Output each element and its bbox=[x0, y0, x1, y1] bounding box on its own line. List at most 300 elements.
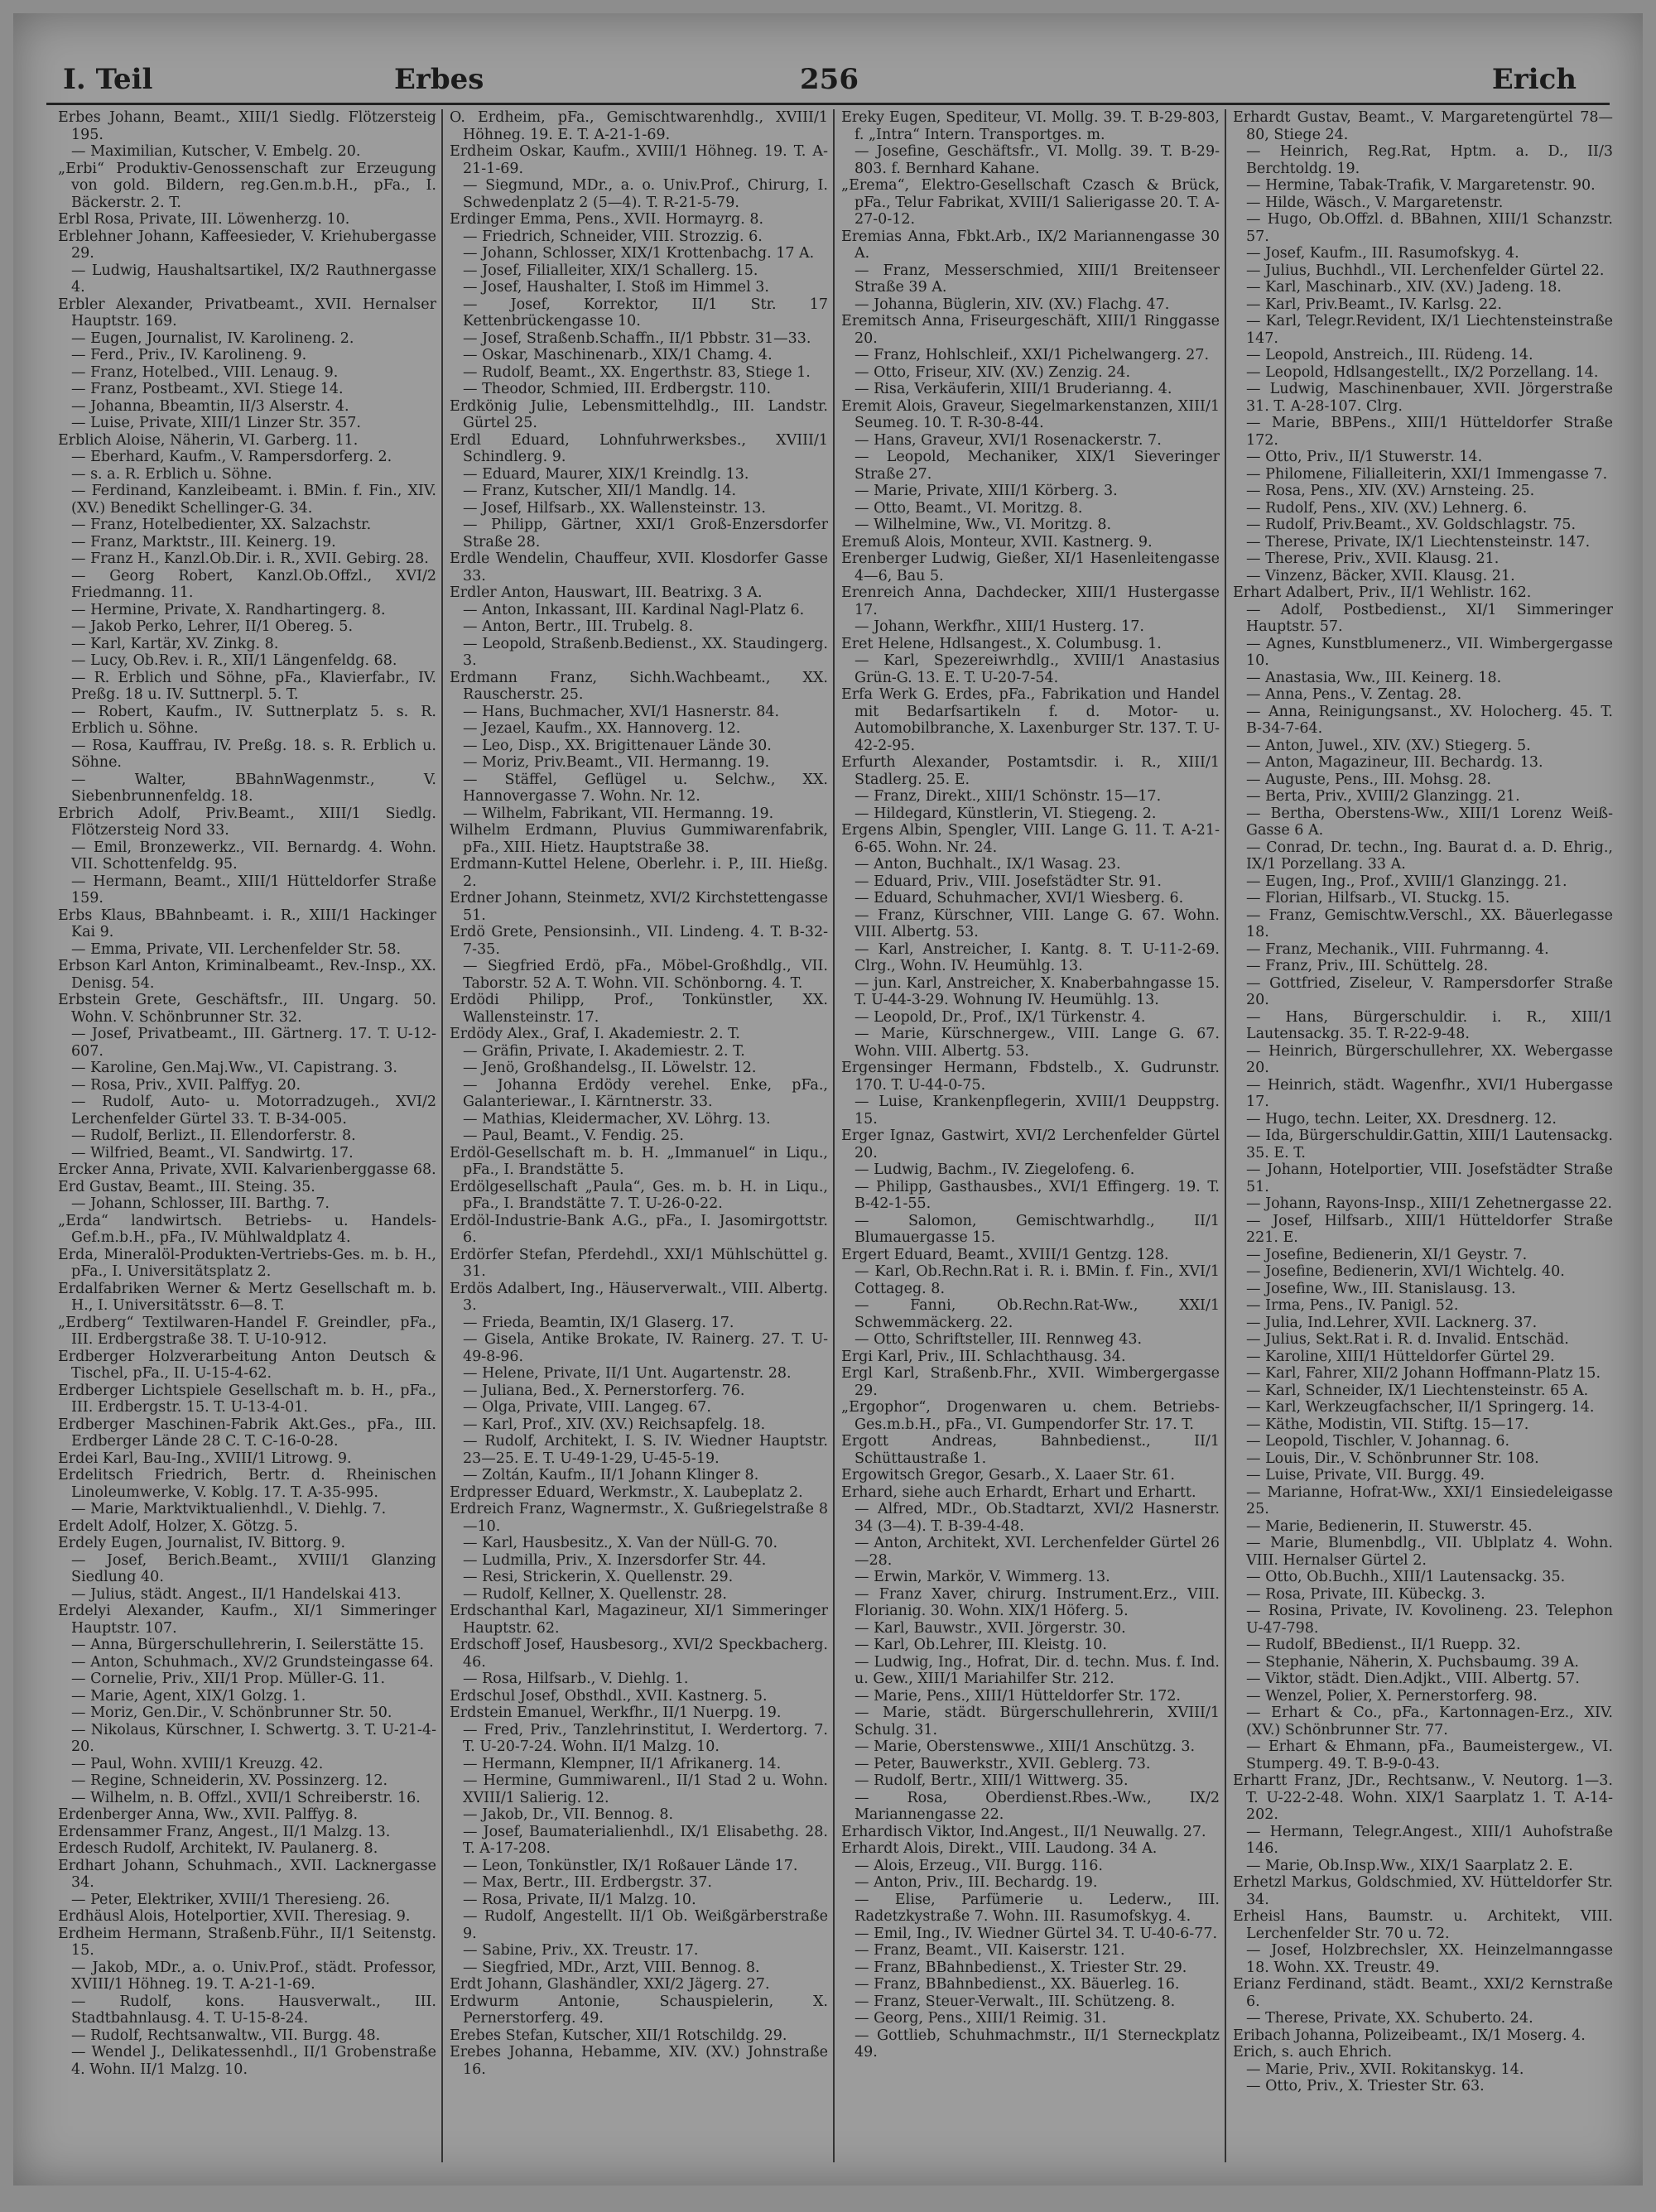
directory-entry: Erdstein Emanuel, Werkfhr., II/1 Nuerpg. 19. bbox=[450, 1705, 782, 1721]
directory-entry: — Olga, Private, VIII. Langeg. 67. bbox=[463, 1399, 711, 1416]
directory-entry: — Eberhard, Kaufm., V. Rampersdorferg. 2. bbox=[71, 449, 392, 465]
directory-entry: — Franz, Priv., III. Schüttelg. 28. bbox=[1246, 958, 1489, 974]
directory-entry: — Leopold, Anstreich., III. Rüdeng. 14. bbox=[1246, 347, 1533, 363]
directory-entry: — Robert, Kaufm., IV. Suttnerplatz 5. s. R. Erblich u. Söhne. bbox=[71, 703, 436, 737]
directory-entry: „Erda“ landwirtsch. Betriebs- u. Handels-Gef.m.b.H., pFa., IV. Mühlwaldplatz 4. bbox=[58, 1212, 436, 1246]
directory-entry: — Berta, Priv., XVIII/2 Glanzingg. 21. bbox=[1246, 788, 1520, 805]
directory-entry: Erdenberger Anna, Ww., XVII. Palffyg. 8. bbox=[58, 1806, 359, 1823]
directory-entry: Erdpresser Eduard, Werkmstr., X. Laubeplatz 2. bbox=[450, 1483, 803, 1501]
directory-entry: — Anton, Priv., III. Bechardg. 19. bbox=[854, 1874, 1098, 1891]
directory-entry: — Georg Robert, Kanzl.Ob.Offzl., XVI/2 Friedmanng. 11. bbox=[71, 567, 436, 601]
directory-entry: — Hilde, Wäsch., V. Margaretenstr. bbox=[1246, 194, 1504, 211]
directory-entry: — Anton, Buchhalt., IX/1 Wasag. 23. bbox=[854, 856, 1121, 873]
directory-entry: — Nikolaus, Kürschner, I. Schwertg. 3. T. U-21-4-20. bbox=[71, 1721, 436, 1755]
directory-entry: Erblich Aloise, Näherin, VI. Garberg. 11. bbox=[58, 431, 359, 449]
directory-entry: Ereky Eugen, Spediteur, VI. Mollg. 39. T. B-29-803, f. „Intra“ Intern. Transportges. m. bbox=[841, 109, 1220, 143]
directory-entry: — Ida, Bürgerschuldir.Gattin, XIII/1 Lautensackg. 35. E. T. bbox=[1246, 1128, 1613, 1161]
directory-entry: — Ludmilla, Priv., X. Inzersdorfer Str. 44. bbox=[463, 1551, 767, 1569]
directory-entry: — Adolf, Postbedienst., XI/1 Simmeringer Hauptstr. 57. bbox=[1246, 601, 1613, 635]
directory-entry: Eremias Anna, Fbkt.Arb., IX/2 Mariannengasse 30 A. bbox=[841, 228, 1220, 262]
directory-entry: — Julius, städt. Angest., II/1 Handelskai 413. bbox=[71, 1585, 402, 1603]
directory-entry: — Karl, Hausbesitz., X. Van der Nüll-G. 70. bbox=[463, 1535, 778, 1551]
directory-entry: — Rosa, Private, II/1 Malzg. 10. bbox=[463, 1891, 696, 1908]
directory-entry: — Franz, Hohlschleif., XXI/1 Pichelwangerg. 27. bbox=[854, 347, 1210, 363]
directory-entry: Erdörfer Stefan, Pferdehdl., XXI/1 Mühlschüttel g. 31. bbox=[450, 1246, 828, 1280]
directory-entry: — Rudolf, Priv.Beamt., XV. Goldschlagstr. 75. bbox=[1246, 517, 1577, 533]
directory-entry: Erdinger Emma, Pens., XVII. Hormayrg. 8. bbox=[450, 211, 764, 228]
directory-entry: — Josefine, Ww., III. Stanislausg. 13. bbox=[1246, 1280, 1516, 1297]
directory-entry: — Käthe, Modistin, VII. Stiftg. 15—17. bbox=[1246, 1416, 1529, 1433]
directory-entry: — Luise, Krankenpflegerin, XVIII/1 Deuppstrg. 15. bbox=[854, 1094, 1220, 1128]
directory-entry: — Josef, Kaufm., III. Rasumofskyg. 4. bbox=[1246, 245, 1519, 262]
directory-entry: Erdmann Franz, Sichh.Wachbeamt., XX. Rauscherstr. 25. bbox=[450, 669, 828, 703]
directory-entry: — R. Erblich und Söhne, pFa., Klavierfabr., IV. Preßg. 18 u. IV. Suttnerpl. 5. T. bbox=[71, 669, 436, 703]
directory-entry: — Karl, Bauwstr., XVII. Jörgerstr. 30. bbox=[854, 1619, 1126, 1637]
directory-entry: — Karl, Werkzeugfachscher, II/1 Springerg. 14. bbox=[1246, 1399, 1595, 1416]
directory-entry: Erfa Werk G. Erdes, pFa., Fabrikation und Handel mit Bedarfsartikeln f. d. Motor- u. Automobilbranche, X. Laxenburger Str. 137. T. U-42-2-95. bbox=[841, 686, 1220, 754]
directory-entry: — Wilfried, Beamt., VI. Sandwirtg. 17. bbox=[71, 1144, 354, 1161]
directory-entry: Erhardt Gustav, Beamt., V. Margaretengürtel 78—80, Stiege 24. bbox=[1233, 109, 1613, 143]
directory-entry: — Bertha, Oberstens-Ww., XIII/1 Lorenz Weiß-Gasse 6 A. bbox=[1246, 805, 1613, 839]
directory-entry: — Julius, Buchhdl., VII. Lerchenfelder Gürtel 22. bbox=[1246, 262, 1605, 279]
directory-entry: Erdely Eugen, Journalist, IV. Bittorg. 9. bbox=[58, 1535, 346, 1551]
directory-entry: — Eugen, Journalist, IV. Karolineng. 2. bbox=[71, 329, 354, 347]
directory-entry: — Juliana, Bed., X. Pernerstorferg. 76. bbox=[463, 1382, 745, 1399]
directory-entry: „Ergophor“, Drogenwaren u. chem. Betriebs-Ges.m.b.H., pFa., VI. Gumpendorfer Str. 17. T. bbox=[841, 1399, 1220, 1433]
directory-entry: — Gottlieb, Schuhmachmstr., II/1 Sterneckplatz 49. bbox=[854, 2027, 1220, 2061]
directory-entry: — Franz, Marktstr., III. Keinerg. 19. bbox=[71, 533, 336, 551]
directory-entry: Erdalfabriken Werner & Mertz Gesellschaft m. b. H., I. Universitätsstr. 6—8. T. bbox=[58, 1280, 436, 1314]
directory-entry: — Stäffel, Geflügel u. Selchw., XX. Hannovergasse 7. Wohn. Nr. 12. bbox=[463, 771, 828, 805]
directory-entry: — Franz, Hotelbedienter, XX. Salzachstr. bbox=[71, 517, 372, 533]
directory-entry: Erdkönig Julie, Lebensmittelhdlg., III. Landstr. Gürtel 25. bbox=[450, 397, 828, 431]
directory-entry: — Karoline, XIII/1 Hütteldorfer Gürtel 29. bbox=[1246, 1348, 1555, 1365]
directory-entry: — Salomon, Gemischtwarhdlg., II/1 Blumauergasse 15. bbox=[854, 1212, 1220, 1246]
directory-entry: Erdschoff Josef, Hausbesorg., XVI/2 Speckbacherg. 46. bbox=[450, 1637, 828, 1671]
directory-entry: — Gottfried, Ziseleur, V. Rampersdorfer Straße 20. bbox=[1246, 974, 1613, 1008]
directory-entry: — Siegfried, MDr., Arzt, VIII. Bennog. 8. bbox=[463, 1959, 760, 1976]
directory-entry: — Johann, Hotelportier, VIII. Josefstädter Straße 51. bbox=[1246, 1161, 1613, 1195]
directory-entry: — Marie, Private, XIII/1 Körberg. 3. bbox=[854, 483, 1118, 499]
directory-entry: Erdhart Johann, Schuhmach., XVII. Lacknergasse 34. bbox=[58, 1857, 436, 1891]
directory-entry: — Rudolf, Berlizt., II. Ellendorferstr. 8. bbox=[71, 1128, 356, 1144]
directory-entry: — Theodor, Schmied, III. Erdbergstr. 110. bbox=[463, 381, 772, 397]
directory-entry: — Leopold, Mechaniker, XIX/1 Sieveringer Straße 27. bbox=[854, 449, 1220, 483]
directory-entry: Erebes Johanna, Hebamme, XIV. (XV.) Johnstraße 16. bbox=[450, 2044, 828, 2078]
directory-entry: Erenreich Anna, Dachdecker, XIII/1 Hustergasse 17. bbox=[841, 584, 1220, 618]
directory-entry: Erda, Mineralöl-Produkten-Vertriebs-Ges. m. b. H., pFa., I. Universitätsplatz 2. bbox=[58, 1246, 436, 1280]
header-rule bbox=[46, 103, 1610, 105]
directory-entry: — Marie, städt. Bürgerschullehrerin, XVIII/1 Schulg. 31. bbox=[854, 1705, 1220, 1738]
directory-entry: — Franz, Kutscher, XII/1 Mandlg. 14. bbox=[463, 483, 737, 499]
directory-entry: — Josef, Holzbrechsler, XX. Heinzelmanngasse 18. Wohn. XX. Treustr. 49. bbox=[1246, 1942, 1613, 1976]
directory-entry: Eribach Johanna, Polizeibeamt., IX/1 Moserg. 4. bbox=[1233, 2027, 1586, 2044]
directory-entry: — Franz, Mechanik., VIII. Fuhrmanng. 4. bbox=[1246, 940, 1549, 958]
directory-entry: — Anton, Magazineur, III. Bechardg. 13. bbox=[1246, 754, 1543, 771]
directory-entry: — Josefine, Bedienerin, XI/1 Geystr. 7. bbox=[1246, 1246, 1528, 1263]
directory-entry: Erdreich Franz, Wagnermstr., X. Gußriegelstraße 8—10. bbox=[450, 1501, 828, 1535]
directory-entry: Erdschanthal Karl, Magazineur, XI/1 Simmeringer Hauptstr. 62. bbox=[450, 1603, 828, 1637]
directory-entry: — Karl, Priv.Beamt., IV. Karlsg. 22. bbox=[1246, 296, 1502, 313]
directory-entry: — Frieda, Beamtin, IX/1 Glaserg. 17. bbox=[463, 1314, 734, 1331]
directory-entry: — Ludwig, Ing., Hofrat, Dir. d. techn. Mus. f. Ind. u. Gew., XIII/1 Mariahilfer Str. 212. bbox=[854, 1653, 1220, 1687]
directory-entry: — Leon, Tonkünstler, IX/1 Roßauer Lände 17. bbox=[463, 1857, 798, 1874]
directory-entry: — Emil, Bronzewerkz., VII. Bernardg. 4. Wohn. VII. Schottenfeldg. 95. bbox=[71, 839, 436, 873]
directory-entry: Eret Helene, Hdlsangest., X. Columbusg. 1. bbox=[841, 635, 1162, 652]
directory-entry: — Franz, BBahnbedienst., XX. Bäuerleg. 16. bbox=[854, 1976, 1180, 1993]
directory-entry: — Elise, Parfümerie u. Lederw., III. Radetzkystraße 7. Wohn. III. Rasumofskyg. 4. bbox=[854, 1891, 1220, 1925]
directory-entry: — Franz H., Kanzl.Ob.Dir. i. R., XVII. Gebirg. 28. bbox=[71, 551, 429, 567]
directory-entry: — Marie, Blumenbdlg., VII. Ublplatz 4. Wohn. VIII. Hernalser Gürtel 2. bbox=[1246, 1535, 1613, 1569]
directory-entry: — Heinrich, städt. Wagenfhr., XVI/1 Hubergasse 17. bbox=[1246, 1076, 1613, 1110]
directory-entry: — Georg, Pens., XIII/1 Reimig. 31. bbox=[854, 2010, 1107, 2027]
directory-entry: — Leo, Disp., XX. Brigittenauer Lände 30. bbox=[463, 737, 772, 754]
end-word: Erich bbox=[1491, 63, 1577, 96]
directory-entry: — Franz, BBahnbedienst., X. Triester Str. 29. bbox=[854, 1959, 1187, 1976]
directory-entry: Erich, s. auch Ehrich. bbox=[1233, 2044, 1393, 2061]
directory-entry: — Rosina, Private, IV. Kovolineng. 23. Telephon U-47-798. bbox=[1246, 1603, 1613, 1637]
directory-entry: — Eugen, Ing., Prof., XVIII/1 Glanzingg. 21. bbox=[1246, 873, 1567, 890]
directory-entry: Erdheim Oskar, Kaufm., XVIII/1 Höhneg. 19. T. A-21-1-69. bbox=[450, 143, 828, 177]
directory-page bbox=[13, 13, 1643, 2186]
directory-entry: — Resi, Strickerin, X. Quellenstr. 29. bbox=[463, 1569, 734, 1585]
directory-entry: — Johann, Rayons-Insp., XIII/1 Zehetnergasse 22. bbox=[1246, 1195, 1612, 1212]
directory-entry: Erbs Klaus, BBahnbeamt. i. R., XIII/1 Hackinger Kai 9. bbox=[58, 906, 436, 940]
directory-entry: Erdö Grete, Pensionsinh., VII. Lindeng. 4. T. B-32-7-35. bbox=[450, 924, 828, 958]
directory-entry: — Josefine, Geschäftsfr., VI. Mollg. 39. T. B-29-803. f. Bernhard Kahane. bbox=[854, 143, 1220, 177]
directory-entry: — Rudolf, Beamt., XX. Engerthstr. 83, Stiege 1. bbox=[463, 363, 811, 381]
directory-entry: Ercker Anna, Private, XVII. Kalvarienberggasse 68. bbox=[58, 1161, 436, 1178]
directory-entry: — Leopold, Tischler, V. Johannag. 6. bbox=[1246, 1433, 1510, 1450]
directory-entry: Eremuß Alois, Monteur, XVII. Kastnerg. 9. bbox=[841, 533, 1153, 551]
directory-entry: — Otto, Priv., II/1 Stuwerstr. 14. bbox=[1246, 449, 1483, 465]
directory-entry: — Erhart & Ehmann, pFa., Baumeistergew., VI. Stumperg. 49. T. B-9-0-43. bbox=[1246, 1738, 1613, 1772]
directory-entry: — Karl, Fahrer, XII/2 Johann Hoffmann-Platz 15. bbox=[1246, 1365, 1601, 1382]
directory-entry: — Heinrich, Reg.Rat, Hptm. a. D., II/3 Berchtoldg. 19. bbox=[1246, 143, 1613, 177]
directory-entry: — Karl, Prof., XIV. (XV.) Reichsapfelg. 18. bbox=[463, 1416, 766, 1433]
directory-entry: — Josef, Filialleiter, XIX/1 Schallerg. 15. bbox=[463, 262, 758, 279]
directory-entry: Erdschul Josef, Obsthdl., XVII. Kastnerg. 5. bbox=[450, 1687, 768, 1705]
directory-entry: — Ludwig, Haushaltsartikel, IX/2 Rauthnergasse 4. bbox=[71, 262, 436, 296]
directory-entry: Ergott Andreas, Bahnbedienst., II/1 Schüttaustraße 1. bbox=[841, 1433, 1220, 1467]
directory-entry: — Marie, Pens., XIII/1 Hütteldorfer Str. 172. bbox=[854, 1687, 1181, 1705]
directory-entry: — Eduard, Schuhmacher, XVI/1 Wiesberg. 6. bbox=[854, 890, 1184, 906]
directory-entry: Erdwurm Antonie, Schauspielerin, X. Pernerstorferg. 49. bbox=[450, 1993, 828, 2027]
directory-entry: — Moriz, Priv.Beamt., VII. Hermanng. 19. bbox=[463, 754, 770, 771]
directory-entry: — Fred, Priv., Tanzlehrinstitut, I. Werdertorg. 7. T. U-20-7-24. Wohn. II/1 Malzg. 10. bbox=[463, 1721, 828, 1755]
directory-entry: — Sabine, Priv., XX. Treustr. 17. bbox=[463, 1942, 699, 1959]
directory-entry: — Josef, Hilfsarb., XX. Wallensteinstr. 13. bbox=[463, 499, 766, 517]
directory-entry: — Hermann, Telegr.Angest., XIII/1 Auhofstraße 146. bbox=[1246, 1823, 1613, 1857]
directory-entry: — Franz, Beamt., VII. Kaiserstr. 121. bbox=[854, 1942, 1125, 1959]
directory-entry: — jun. Karl, Anstreicher, X. Knaberbahngasse 15. T. U-44-3-29. Wohnung IV. Heumühlg. 13. bbox=[854, 974, 1220, 1008]
directory-entry: — Rudolf, BBedienst., II/1 Ruepp. 32. bbox=[1246, 1637, 1521, 1653]
directory-entry: — Hans, Bürgerschuldir. i. R., XIII/1 Lautensackg. 35. T. R-22-9-48. bbox=[1246, 1008, 1613, 1042]
directory-entry: Erdl Eduard, Lohnfuhrwerksbes., XVIII/1 Schindlerg. 9. bbox=[450, 431, 828, 465]
directory-entry: — Marie, Priv., XVII. Rokitanskyg. 14. bbox=[1246, 2061, 1524, 2078]
directory-entry: — Therese, Private, IX/1 Liechtensteinstr. 147. bbox=[1246, 533, 1591, 551]
directory-entry: Erdberger Maschinen-Fabrik Akt.Ges., pFa., III. Erdberger Lände 28 C. T. C-16-0-28. bbox=[58, 1416, 436, 1450]
directory-entry: — Hermann, Beamt., XIII/1 Hütteldorfer Straße 159. bbox=[71, 873, 436, 906]
column-2 bbox=[443, 109, 835, 2162]
directory-entry: — Vinzenz, Bäcker, XVII. Klausg. 21. bbox=[1246, 567, 1515, 584]
directory-entry: — Alois, Erzeug., VII. Burgg. 116. bbox=[854, 1857, 1103, 1874]
directory-entry: — Emma, Private, VII. Lerchenfelder Str. 58. bbox=[71, 940, 402, 958]
directory-entry: Erdöl-Industrie-Bank A.G., pFa., I. Jasomirgottstr. 6. bbox=[450, 1212, 828, 1246]
directory-entry: — Heinrich, Bürgerschullehrer, XX. Webergasse 20. bbox=[1246, 1042, 1613, 1076]
directory-entry: — Erhart & Co., pFa., Kartonnagen-Erz., XIV. (XV.) Schönbrunner Str. 77. bbox=[1246, 1705, 1613, 1738]
directory-entry: — Karl, Kartär, XV. Zinkg. 8. bbox=[71, 635, 279, 652]
directory-entry: — Louis, Dir., V. Schönbrunner Str. 108. bbox=[1246, 1450, 1539, 1467]
directory-entry: — Gisela, Antike Brokate, IV. Rainerg. 27. T. U-49-8-96. bbox=[463, 1331, 828, 1365]
directory-entry: — Jakob Perko, Lehrer, II/1 Obereg. 5. bbox=[71, 618, 354, 635]
directory-entry: — Fanni, Ob.Rechn.Rat-Ww., XXI/1 Schwemmäckerg. 22. bbox=[854, 1297, 1220, 1331]
directory-entry: Erdler Anton, Hauswart, III. Beatrixg. 3 A. bbox=[450, 584, 763, 601]
directory-entry: — Paul, Beamt., V. Fendig. 25. bbox=[463, 1128, 684, 1144]
directory-entry: — Stephanie, Näherin, X. Puchsbaumg. 39 A. bbox=[1246, 1653, 1579, 1671]
directory-entry: Erdelitsch Friedrich, Bertr. d. Rheinischen Linoleumwerke, V. Koblg. 17. T. A-35-995. bbox=[58, 1467, 436, 1501]
directory-entry: „Erbi“ Produktiv-Genossenschaft zur Erzeugung von gold. Bildern, reg.Gen.m.b.H., pFa., I. Bäckerstr. 2. T. bbox=[58, 160, 436, 211]
directory-entry: Erdt Johann, Glashändler, XXI/2 Jägerg. 27. bbox=[450, 1976, 770, 1993]
directory-entry: — Marianne, Hofrat-Ww., XXI/1 Einsiedeleigasse 25. bbox=[1246, 1483, 1613, 1517]
directory-entry: — Leopold, Dr., Prof., IX/1 Türkenstr. 4. bbox=[854, 1008, 1146, 1026]
directory-entry: — Johann, Schlosser, III. Barthg. 7. bbox=[71, 1195, 330, 1212]
directory-entry: Erhart Adalbert, Priv., II/1 Wehlistr. 162. bbox=[1233, 584, 1532, 601]
directory-entry: Erdölgesellschaft „Paula“, Ges. m. b. H. in Liqu., pFa., I. Brandstätte 7. T. U-26-0-22. bbox=[450, 1178, 828, 1212]
directory-entry: — Viktor, städt. Dien.Adjkt., VIII. Albertg. 57. bbox=[1246, 1671, 1580, 1687]
directory-entry: — Anton, Bertr., III. Trubelg. 8. bbox=[463, 618, 694, 635]
start-word: Erbes bbox=[394, 63, 484, 96]
directory-entry: — Anton, Schuhmach., XV/2 Grundsteingasse 64. bbox=[71, 1653, 434, 1671]
column-1 bbox=[51, 109, 443, 2162]
directory-entry: — Karl, Schneider, IX/1 Liechtensteinstr. 65 A. bbox=[1246, 1382, 1589, 1399]
directory-entry: — Philipp, Gärtner, XXI/1 Groß-Enzersdorfer Straße 28. bbox=[463, 517, 828, 551]
directory-entry: — Irma, Pens., IV. Panigl. 52. bbox=[1246, 1297, 1459, 1314]
directory-entry: — Franz Xaver, chirurg. Instrument.Erz., VIII. Florianig. 30. Wohn. XIX/1 Höferg. 5. bbox=[854, 1585, 1220, 1619]
directory-entry: — Leopold, Hdlsangestellt., IX/2 Porzellang. 14. bbox=[1246, 363, 1599, 381]
directory-entry: — Zoltán, Kaufm., II/1 Johann Klinger 8. bbox=[463, 1467, 759, 1483]
directory-entry: — Alfred, MDr., Ob.Stadtarzt, XVI/2 Hasnerstr. 34 (3—4). T. B-39-4-48. bbox=[854, 1501, 1220, 1535]
directory-entry: — Siegfried Erdö, pFa., Möbel-Großhdlg., VII. Taborstr. 52 A. T. Wohn. VII. Schönborng. 4. T. bbox=[463, 958, 828, 992]
directory-entry: — Peter, Bauwerkstr., XVII. Geblerg. 73. bbox=[854, 1755, 1151, 1772]
directory-entry: Ergens Albin, Spengler, VIII. Lange G. 11. T. A-21-6-65. Wohn. Nr. 24. bbox=[841, 822, 1220, 856]
directory-entry: — Paul, Wohn. XVIII/1 Kreuzg. 42. bbox=[71, 1755, 324, 1772]
directory-entry: Erdner Johann, Steinmetz, XVI/2 Kirchstettengasse 51. bbox=[450, 890, 828, 924]
directory-entry: — Rudolf, Angestellt. II/1 Ob. Weißgärberstraße 9. bbox=[463, 1908, 828, 1942]
column-3 bbox=[835, 109, 1226, 2162]
directory-entry: — Anna, Pens., V. Zentag. 28. bbox=[1246, 686, 1462, 703]
directory-entry: Erblehner Johann, Kaffeesieder, V. Kriehubergasse 29. bbox=[58, 228, 436, 262]
directory-entry: Erdös Adalbert, Ing., Häuserverwalt., VIII. Albertg. 3. bbox=[450, 1280, 828, 1314]
directory-entry: — Marie, Agent, XIX/1 Golzg. 1. bbox=[71, 1687, 306, 1705]
directory-entry: — Hans, Graveur, XVI/1 Rosenackerstr. 7. bbox=[854, 431, 1162, 449]
directory-entry: — Karl, Anstreicher, I. Kantg. 8. T. U-11-2-69. Clrg., Wohn. IV. Heumühlg. 13. bbox=[854, 940, 1220, 974]
directory-entry: — Cornelie, Priv., XII/1 Prop. Müller-G. 11. bbox=[71, 1671, 386, 1687]
directory-entry: — Wilhelm, Fabrikant, VII. Hermanng. 19. bbox=[463, 805, 774, 822]
directory-entry: — Hermine, Private, X. Randhartingerg. 8. bbox=[71, 601, 386, 618]
directory-entry: — Jenö, Großhandelsg., II. Löwelstr. 12. bbox=[463, 1060, 757, 1076]
directory-entry: — Otto, Friseur, XIV. (XV.) Zenzig. 24. bbox=[854, 363, 1131, 381]
directory-entry: — Jezael, Kaufm., XX. Hannoverg. 12. bbox=[463, 720, 741, 737]
directory-entry: — Karl, Ob.Rechn.Rat i. R. i. BMin. f. Fin., XVI/1 Cottageg. 8. bbox=[854, 1263, 1220, 1297]
directory-entry: Ergowitsch Gregor, Gesarb., X. Laaer Str. 61. bbox=[841, 1467, 1175, 1483]
directory-entry: Erebes Stefan, Kutscher, XII/1 Rotschildg. 29. bbox=[450, 2027, 787, 2044]
directory-entry: Erdhäusl Alois, Hotelportier, XVII. Theresiag. 9. bbox=[58, 1908, 411, 1925]
directory-entry: — Julia, Ind.Lehrer, XVII. Lacknerg. 37. bbox=[1246, 1314, 1538, 1331]
directory-entry: Erhetzl Markus, Goldschmied, XV. Hütteldorfer Str. 34. bbox=[1233, 1874, 1613, 1908]
directory-entry: — Auguste, Pens., III. Mohsg. 28. bbox=[1246, 771, 1491, 788]
directory-entry: — Wilhelmine, Ww., VI. Moritzg. 8. bbox=[854, 517, 1112, 533]
directory-entry: — Risa, Verkäuferin, XIII/1 Bruderianng. 4. bbox=[854, 381, 1172, 397]
page-header bbox=[46, 56, 1610, 99]
directory-entry: — Rudolf, Auto- u. Motorradzugeh., XVI/2 Lerchenfelder Gürtel 33. T. B-34-005. bbox=[71, 1094, 436, 1128]
directory-entry: — Luise, Private, VII. Burgg. 49. bbox=[1246, 1467, 1485, 1483]
directory-entry: Ergensinger Hermann, Fbdstelb., X. Gudrunstr. 170. T. U-44-0-75. bbox=[841, 1060, 1220, 1094]
directory-entry: Erbstein Grete, Geschäftsfr., III. Ungarg. 50. Wohn. V. Schönbrunner Str. 32. bbox=[58, 992, 436, 1026]
directory-entry: — Regine, Schneiderin, XV. Possinzerg. 12. bbox=[71, 1772, 388, 1789]
directory-entry: — Philomene, Filialleiterin, XXI/1 Immengasse 7. bbox=[1246, 465, 1608, 483]
directory-entry: — Conrad, Dr. techn., Ing. Baurat d. a. D. Ehrig., IX/1 Porzellang. 33 A. bbox=[1246, 839, 1613, 873]
directory-entry: — Johann, Werkfhr., XIII/1 Husterg. 17. bbox=[854, 618, 1144, 635]
directory-entry: — Josefine, Bedienerin, XVI/1 Wichtelg. 40. bbox=[1246, 1263, 1565, 1280]
directory-entry: — Philipp, Gasthausbes., XVI/1 Effingerg. 19. T. B-42-1-55. bbox=[854, 1178, 1220, 1212]
directory-entry: — Eduard, Priv., VIII. Josefstädter Str. 91. bbox=[854, 873, 1162, 890]
directory-entry: — Marie, BBPens., XIII/1 Hütteldorfer Straße 172. bbox=[1246, 415, 1613, 449]
directory-entry: — Johanna, Büglerin, XIV. (XV.) Flachg. 47. bbox=[854, 296, 1170, 313]
directory-entry: Erheisl Hans, Baumstr. u. Architekt, VIII. Lerchenfelder Str. 70 u. 72. bbox=[1233, 1908, 1613, 1942]
directory-entry: — Rosa, Kauffrau, IV. Preßg. 18. s. R. Erblich u. Söhne. bbox=[71, 737, 436, 771]
directory-entry: „Erdberg“ Textilwaren-Handel F. Greindler, pFa., III. Erdbergstraße 38. T. U-10-912. bbox=[58, 1314, 436, 1348]
directory-entry: — Josef, Privatbeamt., III. Gärtnerg. 17. T. U-12-607. bbox=[71, 1026, 436, 1060]
directory-entry: — Anton, Juwel., XIV. (XV.) Stiegerg. 5. bbox=[1246, 737, 1531, 754]
directory-entry: — Agnes, Kunstblumenerz., VII. Wimbergergasse 10. bbox=[1246, 635, 1613, 669]
directory-entry: — Marie, Marktviktualienhdl., V. Diehlg. 7. bbox=[71, 1501, 387, 1517]
directory-entry: Erdmann-Kuttel Helene, Oberlehr. i. P., III. Hießg. 2. bbox=[450, 856, 828, 890]
directory-entry: — Rosa, Pens., XIV. (XV.) Arnsteing. 25. bbox=[1246, 483, 1535, 499]
directory-entry: — Wilhelm, n. B. Offzl., XVII/1 Schreiberstr. 16. bbox=[71, 1789, 421, 1806]
directory-entry: — Hugo, Ob.Offzl. d. BBahnen, XIII/1 Schanzstr. 57. bbox=[1246, 211, 1613, 245]
directory-entry: — Leopold, Straßenb.Bedienst., XX. Staudingerg. 3. bbox=[463, 635, 828, 669]
directory-entry: — Marie, Bedienerin, II. Stuwerstr. 45. bbox=[1246, 1517, 1533, 1535]
directory-entry: — Marie, Ob.Insp.Ww., XIX/1 Saarplatz 2. E. bbox=[1246, 1857, 1573, 1874]
directory-entry: — Rosa, Private, III. Kübeckg. 3. bbox=[1246, 1585, 1485, 1603]
directory-entry: — Josef, Straßenb.Schaffn., II/1 Pbbstr. 31—33. bbox=[463, 329, 811, 347]
directory-entry: Erger Ignaz, Gastwirt, XVI/2 Lerchenfelder Gürtel 20. bbox=[841, 1128, 1220, 1161]
directory-entry: Erhardisch Viktor, Ind.Angest., II/1 Neuwallg. 27. bbox=[841, 1823, 1206, 1840]
directory-entry: — Hermine, Tabak-Trafik, V. Margaretenstr. 90. bbox=[1246, 177, 1596, 194]
directory-entry: — Lucy, Ob.Rev. i. R., XII/1 Längenfeldg. 68. bbox=[71, 652, 397, 669]
directory-entry: Erd Gustav, Beamt., III. Steing. 35. bbox=[58, 1178, 315, 1195]
directory-entry: — Julius, Sekt.Rat i. R. d. Invalid. Entschäd. bbox=[1246, 1331, 1569, 1348]
directory-entry: Erhartt Franz, JDr., Rechtsanw., V. Neutorg. 1—3. T. U-22-2-48. Wohn. XIX/1 Saarplatz 1. T. A-14-202. bbox=[1233, 1772, 1613, 1823]
directory-entry: — Rudolf, kons. Hausverwalt., III. Stadtbahnlausg. 4. T. U-15-8-24. bbox=[71, 1993, 436, 2027]
directory-entry: — Otto, Beamt., VI. Moritzg. 8. bbox=[854, 499, 1083, 517]
directory-entry: — Rosa, Priv., XVII. Palffyg. 20. bbox=[71, 1076, 301, 1094]
directory-entry: — Erwin, Markör, V. Wimmerg. 13. bbox=[854, 1569, 1110, 1585]
directory-entry: — Rudolf, Bertr., XIII/1 Wittwerg. 35. bbox=[854, 1772, 1129, 1789]
directory-entry: — Emil, Ing., IV. Wiedner Gürtel 34. T. U-40-6-77. bbox=[854, 1925, 1218, 1942]
directory-entry: — Eduard, Maurer, XIX/1 Kreindlg. 13. bbox=[463, 465, 749, 483]
directory-entry: — Anton, Architekt, XVI. Lerchenfelder Gürtel 26—28. bbox=[854, 1535, 1220, 1569]
directory-entry: Ergl Karl, Straßenb.Fhr., XVII. Wimbergergasse 29. bbox=[841, 1365, 1220, 1399]
directory-entry: Erdensammer Franz, Angest., II/1 Malzg. 13. bbox=[58, 1823, 391, 1840]
directory-entry: O. Erdheim, pFa., Gemischtwarenhdlg., XVIII/1 Höhneg. 19. E. T. A-21-1-69. bbox=[450, 109, 828, 143]
directory-entry: Eremitsch Anna, Friseurgeschäft, XIII/1 Ringgasse 20. bbox=[841, 313, 1220, 347]
directory-entry: — Rudolf, Architekt, I. S. IV. Wiedner Hauptstr. 23—25. E. T. U-49-1-29, U-45-5-19. bbox=[463, 1433, 828, 1467]
directory-entry: — Peter, Elektriker, XVIII/1 Theresieng. 26. bbox=[71, 1891, 391, 1908]
directory-entry: — Anastasia, Ww., III. Keinerg. 18. bbox=[1246, 669, 1502, 686]
directory-entry: Erbler Alexander, Privatbeamt., XVII. Hernalser Hauptstr. 169. bbox=[58, 296, 436, 329]
directory-entry: Erdöl-Gesellschaft m. b. H. „Immanuel“ in Liqu., pFa., I. Brandstätte 5. bbox=[450, 1144, 828, 1178]
directory-entry: — Otto, Priv., X. Triester Str. 63. bbox=[1246, 2078, 1485, 2094]
directory-entry: — Franz, Postbeamt., XVI. Stiege 14. bbox=[71, 381, 344, 397]
directory-entry: — Therese, Priv., XVII. Klausg. 21. bbox=[1246, 551, 1500, 567]
directory-entry: — Ludwig, Bachm., IV. Ziegelofeng. 6. bbox=[854, 1161, 1135, 1178]
directory-entry: — Franz, Steuer-Verwalt., III. Schützeng. 8. bbox=[854, 1993, 1176, 2010]
directory-entry: — Rosa, Hilfsarb., V. Diehlg. 1. bbox=[463, 1671, 689, 1687]
directory-entry: — Therese, Private, XX. Schuberto. 24. bbox=[1246, 2010, 1533, 2027]
directory-entry: — Karl, Spezereiwrhdlg., XVIII/1 Anastasius Grün-G. 13. E. T. U-20-7-54. bbox=[854, 652, 1220, 686]
directory-entry: Erdle Wendelin, Chauffeur, XVII. Klosdorfer Gasse 33. bbox=[450, 551, 828, 584]
directory-entry: — Luise, Private, XIII/1 Linzer Str. 357. bbox=[71, 415, 361, 431]
directory-entry: — Gräfin, Private, I. Akademiestr. 2. T. bbox=[463, 1042, 745, 1060]
directory-entry: Ergi Karl, Priv., III. Schlachthausg. 34. bbox=[841, 1348, 1126, 1365]
directory-entry: — Rudolf, Pens., XIV. (XV.) Lehnerg. 6. bbox=[1246, 499, 1528, 517]
directory-entry: — Hermine, Gummiwarenl., II/1 Stad 2 u. Wohn. XVIII/1 Salierig. 12. bbox=[463, 1772, 828, 1806]
directory-entry: — Moriz, Gen.Dir., V. Schönbrunner Str. 50. bbox=[71, 1705, 392, 1721]
directory-entry: Erbes Johann, Beamt., XIII/1 Siedlg. Flötzersteig 195. bbox=[58, 109, 436, 143]
directory-entry: Erbl Rosa, Private, III. Löwenherzg. 10. bbox=[58, 211, 350, 228]
directory-entry: Erdesch Rudolf, Architekt, IV. Paulanerg. 8. bbox=[58, 1840, 378, 1857]
directory-entry: — Maximilian, Kutscher, V. Embelg. 20. bbox=[71, 143, 361, 160]
directory-entry: — Hans, Buchmacher, XVI/1 Hasnerstr. 84. bbox=[463, 703, 780, 720]
directory-entry: Erdelt Adolf, Holzer, X. Götzg. 5. bbox=[58, 1517, 298, 1535]
directory-entry: Erhard, siehe auch Erhardt, Erhart und Erhartt. bbox=[841, 1483, 1196, 1501]
directory-entry: — Rosa, Oberdienst.Rbes.-Ww., IX/2 Mariannengasse 22. bbox=[854, 1789, 1220, 1823]
directory-entry: Erhardt Alois, Direkt., VIII. Laudong. 34 A. bbox=[841, 1840, 1158, 1857]
directory-entry: — Franz, Gemischtw.Verschl., XX. Bäuerlegasse 18. bbox=[1246, 906, 1613, 940]
directory-entry: — Helene, Private, II/1 Unt. Augartenstr. 28. bbox=[463, 1365, 792, 1382]
directory-entry: — Otto, Schriftsteller, III. Rennweg 43. bbox=[854, 1331, 1143, 1348]
directory-entry: — Otto, Ob.Buchh., XIII/1 Lautensackg. 35. bbox=[1246, 1569, 1566, 1585]
directory-entry: — Hildegard, Künstlerin, VI. Stiegeng. 2. bbox=[854, 805, 1157, 822]
directory-entry: — Anna, Reinigungsanst., XV. Holocherg. 45. T. B-34-7-64. bbox=[1246, 703, 1613, 737]
directory-entry: — Franz, Direkt., XIII/1 Schönstr. 15—17. bbox=[854, 788, 1162, 805]
directory-entry: — Ferd., Priv., IV. Karolineng. 9. bbox=[71, 347, 307, 363]
directory-entry: — Ferdinand, Kanzleibeamt. i. BMin. f. Fin., XIV. (XV.) Benedikt Schellinger-G. 34. bbox=[71, 483, 436, 517]
directory-entry: — Marie, Oberstenswwe., XIII/1 Anschützg. 3. bbox=[854, 1738, 1196, 1755]
directory-entry: — Josef, Haushalter, I. Stoß im Himmel 3. bbox=[463, 279, 769, 296]
directory-entry: — Rudolf, Kellner, X. Quellenstr. 28. bbox=[463, 1585, 727, 1603]
directory-entry: — Josef, Baumaterialienhdl., IX/1 Elisabethg. 28. T. A-17-208. bbox=[463, 1823, 828, 1857]
directory-entry: — Anton, Inkassant, III. Kardinal Nagl-Platz 6. bbox=[463, 601, 805, 618]
directory-entry: Erdödi Philipp, Prof., Tonkünstler, XX. Wallensteinstr. 17. bbox=[450, 992, 828, 1026]
directory-entry: — Wendel J., Delikatessenhdl., II/1 Grobenstraße 4. Wohn. II/1 Malzg. 10. bbox=[71, 2044, 436, 2078]
directory-entry: — Anna, Bürgerschullehrerin, I. Seilerstätte 15. bbox=[71, 1637, 425, 1653]
directory-entry: — Franz, Kürschner, VIII. Lange G. 67. Wohn. VIII. Albertg. 53. bbox=[854, 906, 1220, 940]
directory-entry: — Karoline, Gen.Maj.Ww., VI. Capistrang. 3. bbox=[71, 1060, 397, 1076]
directory-entry: — Rudolf, Rechtsanwaltw., VII. Burgg. 48. bbox=[71, 2027, 381, 2044]
directory-entry: — Ludwig, Maschinenbauer, XVII. Jörgerstraße 31. T. A-28-107. Clrg. bbox=[1246, 381, 1613, 415]
directory-entry: — Josef, Hilfsarb., XIII/1 Hütteldorfer Straße 221. E. bbox=[1246, 1212, 1613, 1246]
directory-entry: Erdberger Holzverarbeitung Anton Deutsch & Tischel, pFa., II. U-15-4-62. bbox=[58, 1348, 436, 1382]
directory-entry: — Johanna Erdödy verehel. Enke, pFa., Galanteriewar., I. Kärntnerstr. 33. bbox=[463, 1076, 828, 1110]
directory-entry: — Hermann, Klempner, II/1 Afrikanerg. 14. bbox=[463, 1755, 782, 1772]
directory-entry: — Franz, Messerschmied, XIII/1 Breitenseer Straße 39 A. bbox=[854, 262, 1220, 296]
directory-entry: — Josef, Berich.Beamt., XVIII/1 Glanzing Siedlung 40. bbox=[71, 1551, 436, 1585]
directory-entry: — Marie, Kürschnergew., VIII. Lange G. 67. Wohn. VIII. Albertg. 53. bbox=[854, 1026, 1220, 1060]
directory-entry: — Karl, Telegr.Revident, IX/1 Liechtensteinstraße 147. bbox=[1246, 313, 1613, 347]
